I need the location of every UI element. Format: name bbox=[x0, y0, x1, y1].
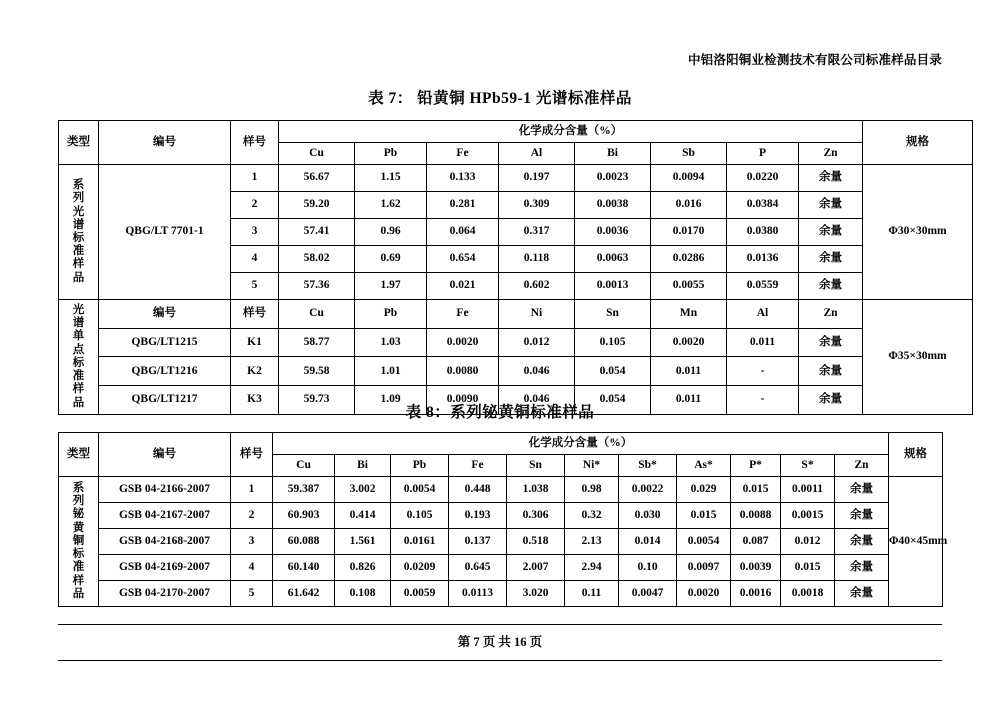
table7-k3-sn: 0.054 bbox=[575, 386, 651, 415]
table7-k3-zn: 余量 bbox=[799, 386, 863, 415]
type-char: 样 bbox=[72, 574, 85, 587]
table8-col-fe: Fe bbox=[449, 455, 507, 477]
table7-section2-subheader bbox=[59, 300, 973, 329]
table7-section1-code: QBG/LT 7701-1 bbox=[99, 165, 231, 300]
table8-row2-ni: 0.32 bbox=[565, 503, 619, 529]
type-char: 列 bbox=[72, 192, 85, 205]
table7-section2-type-label bbox=[59, 300, 99, 415]
table8-row1-ni: 0.98 bbox=[565, 477, 619, 503]
table8-row2-p: 0.0088 bbox=[731, 503, 781, 529]
table8-row3-sn: 0.518 bbox=[507, 529, 565, 555]
table7-row1-sb: 0.0094 bbox=[651, 165, 727, 192]
table7-header-sample-no: 样号 bbox=[231, 121, 279, 165]
table-row bbox=[59, 357, 973, 386]
table8-row2-pb: 0.105 bbox=[391, 503, 449, 529]
page-footer: 第 7 页 共 16 页 bbox=[457, 635, 543, 649]
table8-row4-s: 0.015 bbox=[781, 555, 835, 581]
table8-row5-sn: 3.020 bbox=[507, 581, 565, 607]
table7-row1-fe: 0.133 bbox=[427, 165, 499, 192]
table8-row3-s: 0.012 bbox=[781, 529, 835, 555]
type-char: 谱 bbox=[72, 218, 85, 231]
table8-row1-s: 0.0011 bbox=[781, 477, 835, 503]
table7-row4-pb: 0.69 bbox=[355, 246, 427, 273]
table8-row3-ni: 2.13 bbox=[565, 529, 619, 555]
table8-row5-pb: 0.0059 bbox=[391, 581, 449, 607]
table7-k2-no: K2 bbox=[231, 357, 279, 386]
table8-row2-no: 2 bbox=[231, 503, 273, 529]
table7-row2-pb: 1.62 bbox=[355, 192, 427, 219]
table8-row3-as: 0.0054 bbox=[677, 529, 731, 555]
table8-title: 表 8：系列铋黄铜标准样品 bbox=[405, 404, 595, 421]
table7-row5-bi: 0.0013 bbox=[575, 273, 651, 300]
table8-row2-code: GSB 04-2167-2007 bbox=[99, 503, 231, 529]
table8-row2-sn: 0.306 bbox=[507, 503, 565, 529]
table7-k3-ni: 0.046 bbox=[499, 386, 575, 415]
table7-k1-fe: 0.0020 bbox=[427, 328, 499, 357]
table8-row5-fe: 0.0113 bbox=[449, 581, 507, 607]
table7-row2-zn: 余量 bbox=[799, 192, 863, 219]
table7-k2-fe: 0.0080 bbox=[427, 357, 499, 386]
table7-row4-sb: 0.0286 bbox=[651, 246, 727, 273]
type-char: 标 bbox=[72, 356, 85, 369]
type-char: 铋 bbox=[72, 508, 85, 521]
table8-spec: Φ40×45mm bbox=[889, 477, 943, 607]
table7-k1-pb: 1.03 bbox=[355, 328, 427, 357]
table8-row1-code: GSB 04-2166-2007 bbox=[99, 477, 231, 503]
table8-header-spec: 规格 bbox=[889, 433, 943, 477]
table7-k2-code: QBG/LT1216 bbox=[99, 357, 231, 386]
table8-row1-as: 0.029 bbox=[677, 477, 731, 503]
type-char: 黄 bbox=[72, 521, 85, 534]
table7-section2-spec: Φ35×30mm bbox=[863, 300, 973, 415]
table8-row4-sb: 0.10 bbox=[619, 555, 677, 581]
table8-row4-p: 0.0039 bbox=[731, 555, 781, 581]
table7-k2-zn: 余量 bbox=[799, 357, 863, 386]
table7-header-spec: 规格 bbox=[863, 121, 973, 165]
table8-row3-fe: 0.137 bbox=[449, 529, 507, 555]
footer-divider-bottom bbox=[58, 660, 942, 661]
table8-col-zn: Zn bbox=[835, 455, 889, 477]
table-8 bbox=[58, 432, 948, 607]
type-char: 系 bbox=[72, 482, 85, 495]
type-char: 标 bbox=[72, 232, 85, 244]
table7-k1-ni: 0.012 bbox=[499, 328, 575, 357]
table7-k1-cu: 58.77 bbox=[279, 328, 355, 357]
table7-row4-al: 0.118 bbox=[499, 246, 575, 273]
table7-col-sb: Sb bbox=[651, 143, 727, 165]
table7-section2-col-zn: Zn bbox=[799, 300, 863, 329]
table7-k1-al: 0.011 bbox=[727, 328, 799, 357]
table7-section1-spec: Φ30×30mm bbox=[863, 165, 973, 300]
table8-row1-fe: 0.448 bbox=[449, 477, 507, 503]
table8-header-code: 编号 bbox=[99, 433, 231, 477]
table8-col-bi: Bi bbox=[335, 455, 391, 477]
type-char: 单 bbox=[72, 330, 85, 343]
table7-row1-al: 0.197 bbox=[499, 165, 575, 192]
type-char: 列 bbox=[72, 495, 85, 508]
table8-row2-s: 0.0015 bbox=[781, 503, 835, 529]
table7-row4-fe: 0.654 bbox=[427, 246, 499, 273]
table-row bbox=[59, 529, 943, 555]
table8-row5-bi: 0.108 bbox=[335, 581, 391, 607]
table8-row5-cu: 61.642 bbox=[273, 581, 335, 607]
table7-section1-type-label bbox=[59, 165, 99, 300]
table7-col-zn: Zn bbox=[799, 143, 863, 165]
table7-row5-p: 0.0559 bbox=[727, 273, 799, 300]
table7-k2-ni: 0.046 bbox=[499, 357, 575, 386]
table7-section2-col-mn: Mn bbox=[651, 300, 727, 329]
table7-row1-zn: 余量 bbox=[799, 165, 863, 192]
table7-row5-zn: 余量 bbox=[799, 273, 863, 300]
table8-row4-zn: 余量 bbox=[835, 555, 889, 581]
table8-row1-pb: 0.0054 bbox=[391, 477, 449, 503]
table7-k2-mn: 0.011 bbox=[651, 357, 727, 386]
table8-row5-sb: 0.0047 bbox=[619, 581, 677, 607]
table8-row5-code: GSB 04-2170-2007 bbox=[99, 581, 231, 607]
table7-col-bi: Bi bbox=[575, 143, 651, 165]
table8-row5-as: 0.0020 bbox=[677, 581, 731, 607]
table8-row4-sn: 2.007 bbox=[507, 555, 565, 581]
table8-row3-zn: 余量 bbox=[835, 529, 889, 555]
table7-row5-al: 0.602 bbox=[499, 273, 575, 300]
table8-type-label bbox=[59, 477, 99, 607]
table7-row2-al: 0.309 bbox=[499, 192, 575, 219]
table7-k1-code: QBG/LT1215 bbox=[99, 328, 231, 357]
table8-row3-no: 3 bbox=[231, 529, 273, 555]
table7-k3-fe: 0.0090 bbox=[427, 386, 499, 415]
table8-row1-sn: 1.038 bbox=[507, 477, 565, 503]
table8-row5-s: 0.0018 bbox=[781, 581, 835, 607]
table7-row3-sb: 0.0170 bbox=[651, 219, 727, 246]
table7-k2-al: - bbox=[727, 357, 799, 386]
table8-row3-sb: 0.014 bbox=[619, 529, 677, 555]
table8-row5-no: 5 bbox=[231, 581, 273, 607]
table7-k1-no: K1 bbox=[231, 328, 279, 357]
type-char: 品 bbox=[72, 587, 85, 600]
table7-row3-fe: 0.064 bbox=[427, 219, 499, 246]
table8-row4-as: 0.0097 bbox=[677, 555, 731, 581]
table7-row5-cu: 57.36 bbox=[279, 273, 355, 300]
table-row bbox=[59, 503, 943, 529]
table7-row3-al: 0.317 bbox=[499, 219, 575, 246]
table7-section2-header-sample-no: 样号 bbox=[231, 300, 279, 329]
table7-section2-header-code: 编号 bbox=[99, 300, 231, 329]
type-char: 光 bbox=[72, 304, 85, 316]
table7-row2-bi: 0.0038 bbox=[575, 192, 651, 219]
table7-k1-sn: 0.105 bbox=[575, 328, 651, 357]
table7-row5-sb: 0.0055 bbox=[651, 273, 727, 300]
table7-row5-no: 5 bbox=[231, 273, 279, 300]
table8-row3-bi: 1.561 bbox=[335, 529, 391, 555]
table7-row4-bi: 0.0063 bbox=[575, 246, 651, 273]
table7-row4-no: 4 bbox=[231, 246, 279, 273]
type-char: 谱 bbox=[72, 317, 85, 330]
type-char: 准 bbox=[72, 370, 85, 383]
table8-col-cu: Cu bbox=[273, 455, 335, 477]
table8-row2-as: 0.015 bbox=[677, 503, 731, 529]
table8-row1-sb: 0.0022 bbox=[619, 477, 677, 503]
table7-k2-sn: 0.054 bbox=[575, 357, 651, 386]
table8-row4-fe: 0.645 bbox=[449, 555, 507, 581]
table7-col-pb: Pb bbox=[355, 143, 427, 165]
table8-row2-bi: 0.414 bbox=[335, 503, 391, 529]
table8-col-p: P* bbox=[731, 455, 781, 477]
table8-row3-pb: 0.0161 bbox=[391, 529, 449, 555]
table7-header-type: 类型 bbox=[59, 121, 99, 165]
table-row bbox=[59, 477, 943, 503]
table8-row4-bi: 0.826 bbox=[335, 555, 391, 581]
table7-row1-bi: 0.0023 bbox=[575, 165, 651, 192]
table-7 bbox=[58, 120, 973, 415]
table8-row2-zn: 余量 bbox=[835, 503, 889, 529]
table8-row2-sb: 0.030 bbox=[619, 503, 677, 529]
table8-row4-code: GSB 04-2169-2007 bbox=[99, 555, 231, 581]
table7-col-al: Al bbox=[499, 143, 575, 165]
table8-col-ni: Ni* bbox=[565, 455, 619, 477]
type-char: 铜 bbox=[72, 534, 85, 547]
table8-row3-code: GSB 04-2168-2007 bbox=[99, 529, 231, 555]
table7-row3-zn: 余量 bbox=[799, 219, 863, 246]
table7-k3-no: K3 bbox=[231, 386, 279, 415]
table7-section2-col-al: Al bbox=[727, 300, 799, 329]
table7-k1-zn: 余量 bbox=[799, 328, 863, 357]
table7-section2-col-sn: Sn bbox=[575, 300, 651, 329]
table8-row3-cu: 60.088 bbox=[273, 529, 335, 555]
table7-header-code: 编号 bbox=[99, 121, 231, 165]
type-char: 准 bbox=[72, 245, 85, 258]
footer-divider-top bbox=[58, 624, 942, 625]
table7-row3-cu: 57.41 bbox=[279, 219, 355, 246]
type-char: 准 bbox=[72, 561, 85, 574]
table7-col-cu: Cu bbox=[279, 143, 355, 165]
table8-row2-fe: 0.193 bbox=[449, 503, 507, 529]
table8-row1-no: 1 bbox=[231, 477, 273, 503]
type-char: 样 bbox=[72, 258, 85, 271]
table7-row3-p: 0.0380 bbox=[727, 219, 799, 246]
table8-row4-pb: 0.0209 bbox=[391, 555, 449, 581]
table7-row3-bi: 0.0036 bbox=[575, 219, 651, 246]
table7-section2-col-ni: Ni bbox=[499, 300, 575, 329]
table7-row3-no: 3 bbox=[231, 219, 279, 246]
table7-row1-cu: 56.67 bbox=[279, 165, 355, 192]
table8-row3-p: 0.087 bbox=[731, 529, 781, 555]
type-char: 品 bbox=[72, 271, 85, 284]
table7-row1-pb: 1.15 bbox=[355, 165, 427, 192]
type-char: 品 bbox=[72, 396, 85, 409]
table7-row5-fe: 0.021 bbox=[427, 273, 499, 300]
table7-section2-col-fe: Fe bbox=[427, 300, 499, 329]
table7-k2-cu: 59.58 bbox=[279, 357, 355, 386]
table8-header-sample-no: 样号 bbox=[231, 433, 273, 477]
page-header-company: 中铝洛阳铜业检测技术有限公司标准样品目录 bbox=[687, 53, 942, 67]
table8-col-s: S* bbox=[781, 455, 835, 477]
table7-col-p: P bbox=[727, 143, 799, 165]
table8-row5-zn: 余量 bbox=[835, 581, 889, 607]
table8-row1-zn: 余量 bbox=[835, 477, 889, 503]
table8-col-pb: Pb bbox=[391, 455, 449, 477]
type-char: 标 bbox=[72, 548, 85, 561]
table7-row3-pb: 0.96 bbox=[355, 219, 427, 246]
table8-row5-p: 0.0016 bbox=[731, 581, 781, 607]
table8-row1-bi: 3.002 bbox=[335, 477, 391, 503]
table7-header-composition: 化学成分含量（%） bbox=[279, 121, 863, 143]
table7-row4-zn: 余量 bbox=[799, 246, 863, 273]
table7-k1-mn: 0.0020 bbox=[651, 328, 727, 357]
table7-section2-col-pb: Pb bbox=[355, 300, 427, 329]
table7-col-fe: Fe bbox=[427, 143, 499, 165]
table7-row1-no: 1 bbox=[231, 165, 279, 192]
table8-row5-ni: 0.11 bbox=[565, 581, 619, 607]
table-row bbox=[59, 328, 973, 357]
table8-row4-cu: 60.140 bbox=[273, 555, 335, 581]
table7-row4-cu: 58.02 bbox=[279, 246, 355, 273]
table8-row4-no: 4 bbox=[231, 555, 273, 581]
table7-k3-mn: 0.011 bbox=[651, 386, 727, 415]
table7-title: 表 7： 铅黄铜 HPb59-1 光谱标准样品 bbox=[368, 90, 632, 107]
table-row bbox=[59, 165, 973, 192]
table8-col-as: As* bbox=[677, 455, 731, 477]
table7-row1-p: 0.0220 bbox=[727, 165, 799, 192]
table7-row2-cu: 59.20 bbox=[279, 192, 355, 219]
table7-section2-col-cu: Cu bbox=[279, 300, 355, 329]
table8-col-sb: Sb* bbox=[619, 455, 677, 477]
table7-row2-sb: 0.016 bbox=[651, 192, 727, 219]
table7-k2-pb: 1.01 bbox=[355, 357, 427, 386]
table7-row4-p: 0.0136 bbox=[727, 246, 799, 273]
type-char: 样 bbox=[72, 383, 85, 396]
table7-row2-no: 2 bbox=[231, 192, 279, 219]
table8-col-sn: Sn bbox=[507, 455, 565, 477]
table-row bbox=[59, 555, 943, 581]
table7-row5-pb: 1.97 bbox=[355, 273, 427, 300]
table8-header-type: 类型 bbox=[59, 433, 99, 477]
table8-row1-p: 0.015 bbox=[731, 477, 781, 503]
type-char: 点 bbox=[72, 343, 85, 356]
table7-k3-al: - bbox=[727, 386, 799, 415]
table8-row2-cu: 60.903 bbox=[273, 503, 335, 529]
table-row bbox=[59, 581, 943, 607]
table7-k3-code: QBG/LT1217 bbox=[99, 386, 231, 415]
table7-k3-cu: 59.73 bbox=[279, 386, 355, 415]
table7-row2-fe: 0.281 bbox=[427, 192, 499, 219]
table7-k3-pb: 1.09 bbox=[355, 386, 427, 415]
table8-row1-cu: 59.387 bbox=[273, 477, 335, 503]
type-char: 光 bbox=[72, 205, 85, 218]
type-char: 系 bbox=[72, 179, 85, 192]
table8-header-composition: 化学成分含量（%） bbox=[273, 433, 889, 455]
table7-row2-p: 0.0384 bbox=[727, 192, 799, 219]
table8-row4-ni: 2.94 bbox=[565, 555, 619, 581]
